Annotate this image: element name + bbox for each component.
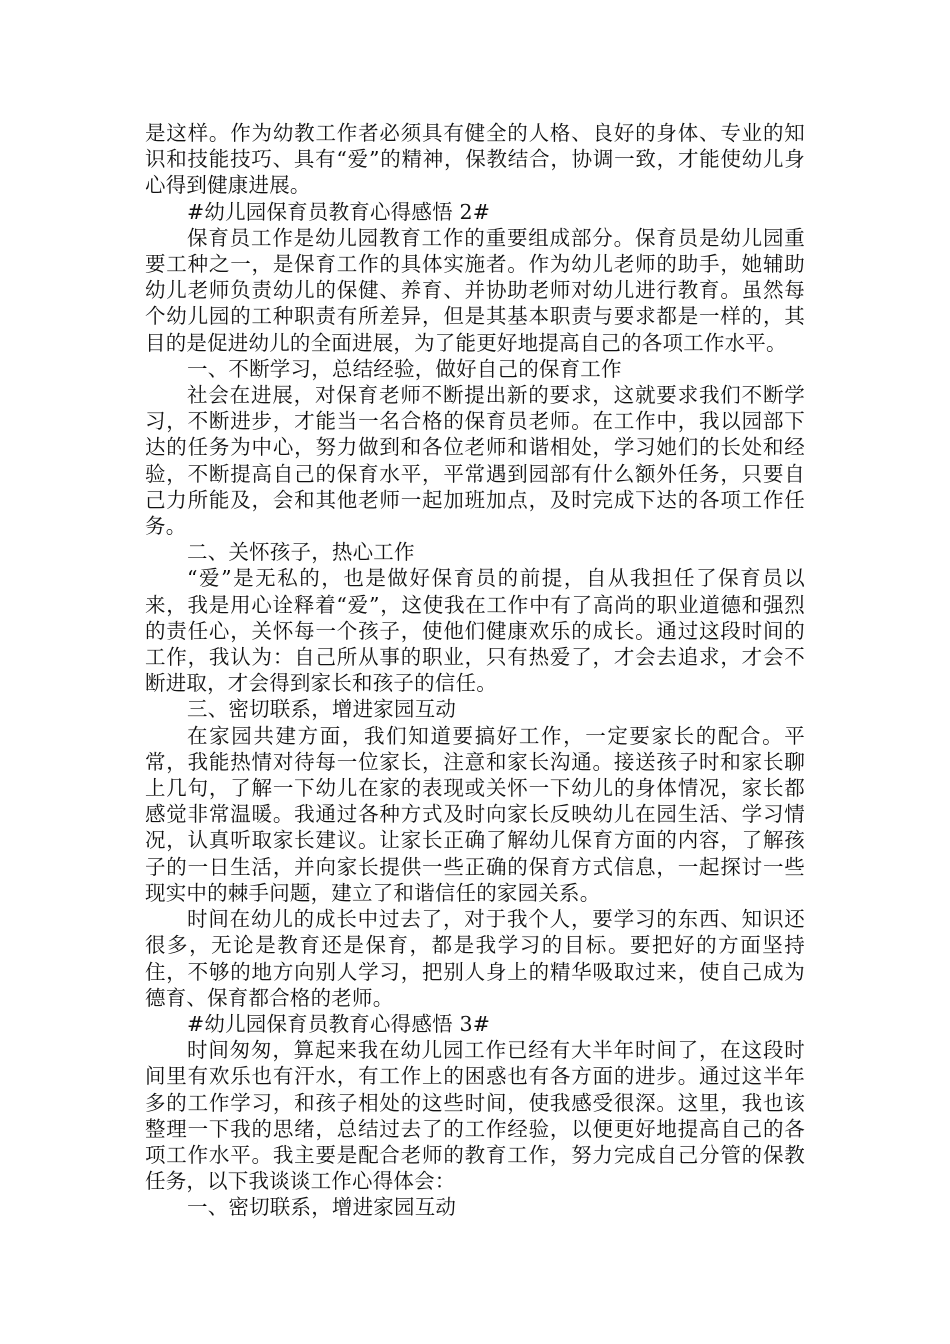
paragraph-home-school: 在家园共建方面，我们知道要搞好工作，一定要家长的配合。平常，我能热情对待每一位家长，注意和家长沟通。接送孩子时和家长聊上几句，了解一下幼儿在家的表现或关怀一下幼儿的身体情况，家长都感觉非常温暖。我通过各种方式及时向家长反映幼儿在园生活、学习情况，认真听取家长建议。让家长正确了解幼儿保育方面的内容，了解孩子的一日生活，并向家长提供一些正确的保育方式信息，一起探讨一些现实中的棘手问题，建立了和谐信任的家园关系。 [145,723,805,905]
paragraph-care: “爱”是无私的，也是做好保育员的前提，自从我担任了保育员以来，我是用心诠释着“爱”，这使我在工作中有了高尚的职业道德和强烈的责任心，关怀每一个孩子，使他们健康欢乐的成长。通过这段时间的工作，我认为：自己所从事的职业，只有热爱了，才会去追求，才会不断进取，才会得到家长和孩子的信任。 [145,566,805,696]
subheading-care: 二、关怀孩子，热心工作 [187,540,415,565]
paragraph-2-intro: 保育员工作是幼儿园教育工作的重要组成部分。保育员是幼儿园重要工种之一，是保育工作的具体实施者。作为幼儿老师的助手，她辅助幼儿老师负责幼儿的保健、养育、并协助老师对幼儿进行教育。虽然每个幼儿园的工种职责有所差异，但是其基本职责与要求都是一样的，其目的是促进幼儿的全面进展，为了能更好地提高自己的各项工作水平。 [145,225,805,355]
subheading-home-school: 三、密切联系，增进家园互动 [187,697,457,722]
paragraph-conclusion: 时间在幼儿的成长中过去了，对于我个人，要学习的东西、知识还很多，无论是教育还是保育，都是我学习的目标。要把好的方面坚持住，不够的地方向别人学习，把别人身上的精华吸取过来，使自己成为德育、保育都合格的老师。 [145,907,805,1010]
paragraph-learning: 社会在进展，对保育老师不断提出新的要求，这就要求我们不断学习，不断进步，才能当一名合格的保育员老师。在工作中，我以园部下达的任务为中心，努力做到和各位老师和谐相处，学习她们的长处和经验，不断提高自己的保育水平，平常遇到园部有什么额外任务，只要自己力所能及，会和其他老师一起加班加点，及时完成下达的各项工作任务。 [145,383,805,539]
subheading-learning: 一、不断学习，总结经验，做好自己的保育工作 [187,356,622,381]
paragraph-3-intro: 时间匆匆，算起来我在幼儿园工作已经有大半年时间了，在这段时间里有欢乐也有汗水，有工作上的困惑也有各方面的进步。通过这半年多的工作学习，和孩子相处的这些时间，使我感受很深。这里，我也该整理一下我的思绪，总结过去了的工作经验，以便更好地提高自己的各项工作水平。我主要是配合老师的教育工作，努力完成自己分管的保教任务，以下我谈谈工作心得体会： [145,1038,805,1194]
paragraph-intro-end: 是这样。作为幼教工作者必须具有健全的人格、良好的身体、专业的知识和技能技巧、具有“爱”的精神，保教结合，协调一致，才能使幼儿身心得到健康进展。 [145,121,805,198]
section-title-3: #幼儿园保育员教育心得感悟 3# [187,1011,491,1036]
document-page [145,120,805,1221]
section-title-2: #幼儿园保育员教育心得感悟 2# [187,199,491,224]
subheading-home-school-3: 一、密切联系，增进家园互动 [187,1195,457,1220]
